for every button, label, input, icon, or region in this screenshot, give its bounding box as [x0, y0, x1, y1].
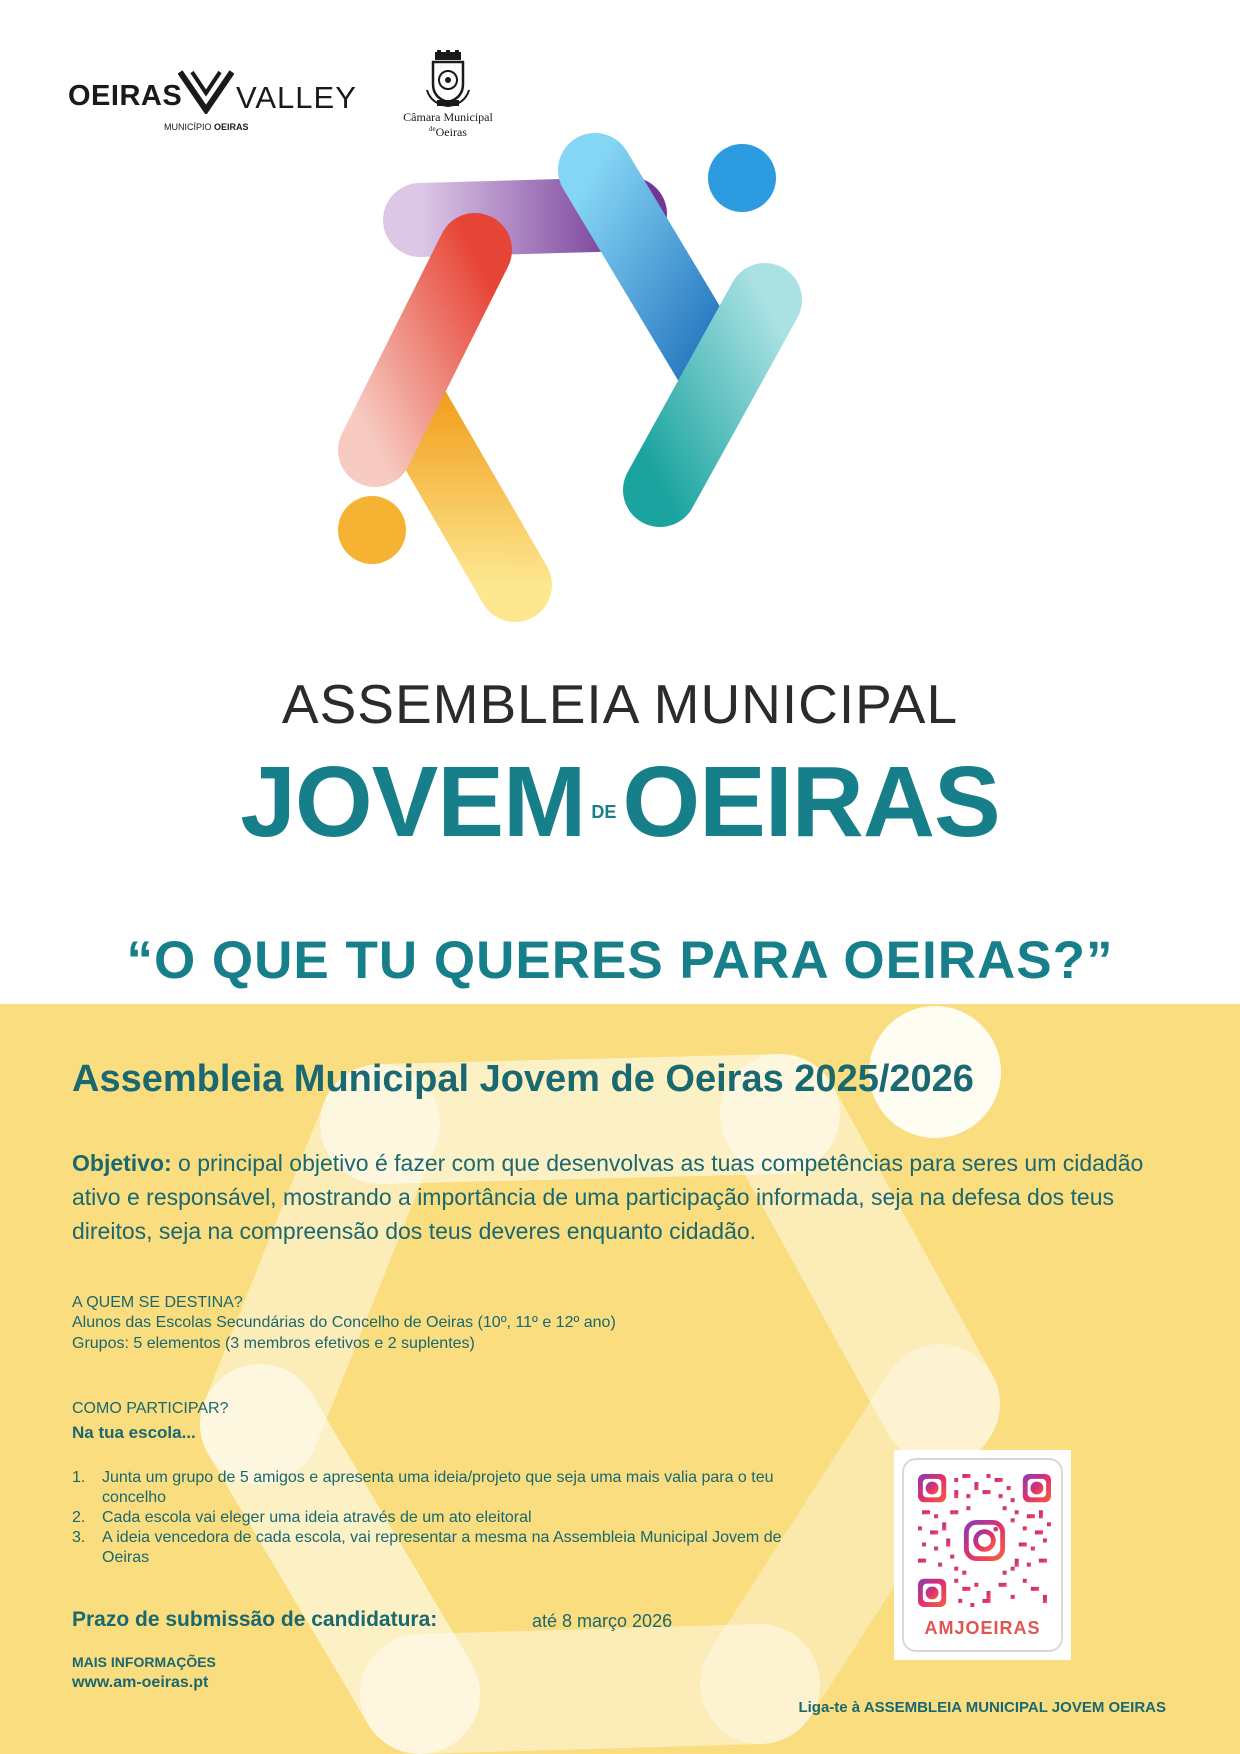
how-to-participate-subtitle: Na tua escola... [72, 1423, 196, 1442]
objective-paragraph: Objetivo: o principal objetivo é fazer com que desenvolvas as tuas competências para seres um cidadão ativo e responsável, mostrando a importância de uma participação informada, seja na defesa dos teus direitos, seja na compreensão dos teus deveres enquanto cidadão. [72, 1150, 1144, 1244]
audience-section [72, 1294, 616, 1354]
qr-code-icon[interactable] [918, 1474, 1051, 1607]
logo-subtitle: MUNICÍPIO OEIRAS [164, 122, 249, 132]
instagram-handle: AMJOEIRAS [924, 1618, 1041, 1638]
list-item: 2. Cada escola vai eleger uma ideia através de um ato eleitoral [72, 1509, 532, 1526]
audience-label: A QUEM SE DESTINA? [72, 1294, 243, 1311]
logo-word-valley: VALLEY [236, 80, 357, 115]
deadline-label: Prazo de submissão de candidatura: [72, 1608, 438, 1631]
list-item: 1. Junta um grupo de 5 amigos e apresenta uma ideia/projeto que seja uma mais valia para o teu concelho [72, 1469, 774, 1506]
participation-steps [72, 1468, 792, 1568]
instagram-call-to-action: Liga-te à ASSEMBLEIA MUNICIPAL JOVEM OEIRAS [798, 1699, 1166, 1716]
valley-v-icon [178, 68, 234, 114]
logo-word-oeiras: OEIRAS [68, 80, 183, 112]
camara-name-line2: $^{de}$Oeiras [429, 125, 467, 139]
more-info-label: MAIS INFORMAÇÕES [72, 1654, 216, 1670]
coat-of-arms-icon [425, 50, 471, 108]
title-assembleia-municipal: ASSEMBLEIA MUNICIPAL [281, 673, 959, 735]
list-item: 3. A ideia vencedora de cada escola, vai representar a mesma na Assembleia Municipal Jovem de Oeiras [72, 1529, 782, 1566]
slogan: “O QUE TU QUERES PARA OEIRAS?” [126, 931, 1114, 990]
assembleia-emblem-icon [330, 130, 910, 670]
qr-frame [902, 1458, 1063, 1652]
instagram-qr-card[interactable] [894, 1450, 1071, 1660]
deadline-value: até 8 março 2026 [532, 1611, 673, 1631]
audience-line-1: Alunos das Escolas Secundárias do Concelho de Oeiras (10º, 11º e 12º ano) [72, 1314, 616, 1331]
website-link[interactable]: www.am-oeiras.pt [72, 1674, 209, 1691]
title-jovem-de-oeiras: JOVEM DEOEIRAS [240, 746, 1000, 858]
camara-municipal-logo [394, 50, 502, 142]
section-heading: Assembleia Municipal Jovem de Oeiras 2025/2026 [72, 1058, 974, 1100]
camara-name-line1: Câmara Municipal [403, 110, 493, 124]
audience-line-2: Grupos: 5 elementos (3 membros efetivos e 2 suplentes) [72, 1335, 475, 1352]
oeiras-valley-logo [68, 68, 358, 138]
how-to-participate-label: COMO PARTICIPAR? [72, 1400, 229, 1417]
